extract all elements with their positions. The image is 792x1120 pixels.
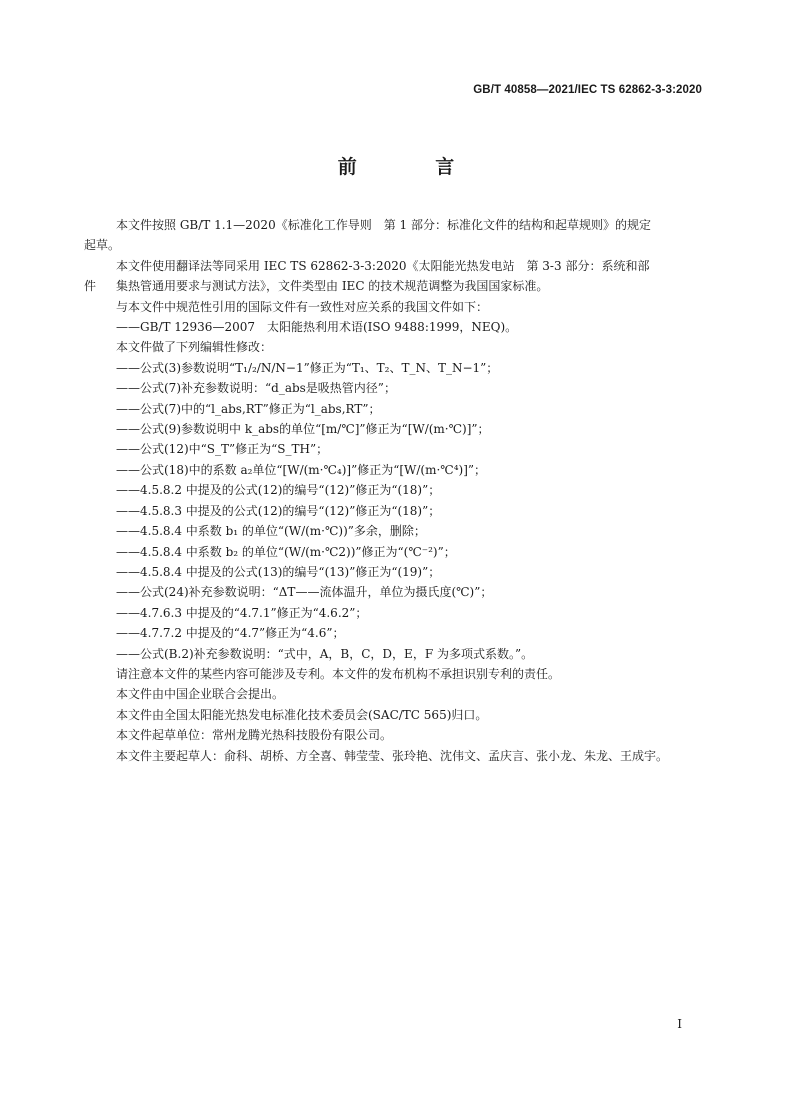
list-item-change-11: ——4.5.8.4 中提及的公式(13)的编号“(13)”修正为“(19)”；	[116, 564, 441, 579]
list-item-change-4: ——公式(9)参数说明中 k_abs的单位“[m/℃]”修正为“[W/(m·℃)]”；	[116, 422, 490, 437]
paragraph-translation-method-cont	[84, 276, 706, 296]
list-item-change-6: ——公式(18)中的系数 a₂单位“[W/(m·℃₄)]”修正为“[W/(m·℃⁴)]”；	[116, 462, 487, 477]
list-item-change-3: ——公式(7)中的“l_abs,RT”修正为“l_abs,RT”；	[116, 401, 381, 416]
list-item-ref: ——GB/T 12936—2007 太阳能热利用术语(ISO 9488:1999，NEQ)。	[116, 320, 518, 335]
list-item-change-2: ——公式(7)补充参数说明：“d_abs是吸热管内径”；	[116, 381, 396, 396]
paragraph-patent-notice: 请注意本文件的某些内容可能涉及专利。本文件的发布机构不承担识别专利的责任。	[116, 666, 561, 681]
page-number: I	[677, 1017, 682, 1031]
paragraph-normative-refs: 与本文件中规范性引用的国际文件有一致性对应关系的我国文件如下：	[116, 299, 489, 314]
wrap-char: 件	[84, 279, 97, 294]
list-item-change-1: ——公式(3)参数说明“T₁/₂/N/N−1”修正为“T₁、T₂、T_N、T_N−1”；	[116, 360, 499, 375]
paragraph-drafting-rules-cont: 起草。	[84, 238, 121, 253]
list-item-change-13: ——4.7.6.3 中提及的“4.7.1”修正为“4.6.2”；	[116, 605, 368, 620]
paragraph-drafting-rules: 本文件按照 GB/T 1.1—2020《标准化工作导则 第 1 部分：标准化文件的结构和起草规则》的规定	[116, 218, 651, 232]
list-item-change-14: ——4.7.7.2 中提及的“4.7”修正为“4.6”；	[116, 626, 345, 641]
paragraph-translation-method: 本文件使用翻译法等同采用 IEC TS 62862-3-3:2020《太阳能光热发电站 第 3-3 部分：系统和部	[116, 258, 650, 273]
wrap-text: 集热管通用要求与测试方法》，文件类型由 IEC 的技术规范调整为我国国家标准。	[116, 279, 549, 294]
list-item-change-5: ——公式(12)中“S_T”修正为“S_TH”；	[116, 442, 329, 457]
list-item-change-8: ——4.5.8.3 中提及的公式(12)的编号“(12)”修正为“(18)”；	[116, 503, 441, 518]
paragraph-committee: 本文件由全国太阳能光热发电标准化技术委员会(SAC/TC 565)归口。	[116, 707, 488, 722]
paragraph-editorial-changes: 本文件做了下列编辑性修改：	[116, 340, 273, 355]
foreword-body	[84, 215, 706, 766]
paragraph-drafting-unit: 本文件起草单位：常州龙腾光热科技股份有限公司。	[116, 728, 393, 743]
list-item-change-9: ——4.5.8.4 中系数 b₁ 的单位“(W/(m·℃))”多余，删除；	[116, 524, 426, 539]
list-item-change-7: ——4.5.8.2 中提及的公式(12)的编号“(12)”修正为“(18)”；	[116, 483, 441, 498]
page-title: 前 言	[337, 156, 491, 178]
list-item-change-10: ——4.5.8.4 中系数 b₂ 的单位“(W/(m·℃2))”修正为“(℃⁻²)”；	[116, 544, 456, 559]
paragraph-proposer: 本文件由中国企业联合会提出。	[116, 687, 285, 702]
list-item-change-12: ——公式(24)补充参数说明：“ΔT——流体温升，单位为摄氏度(℃)”；	[116, 585, 493, 600]
standard-code-header: GB/T 40858—2021/IEC TS 62862-3-3:2020	[473, 84, 702, 96]
paragraph-drafters: 本文件主要起草人：俞科、胡桥、方全喜、韩莹莹、张玲艳、沈伟文、孟庆言、张小龙、朱龙、王成宇。	[116, 748, 669, 763]
list-item-change-15: ——公式(B.2)补充参数说明：“式中，A，B，C，D，E，F 为多项式系数。”。	[116, 646, 534, 661]
